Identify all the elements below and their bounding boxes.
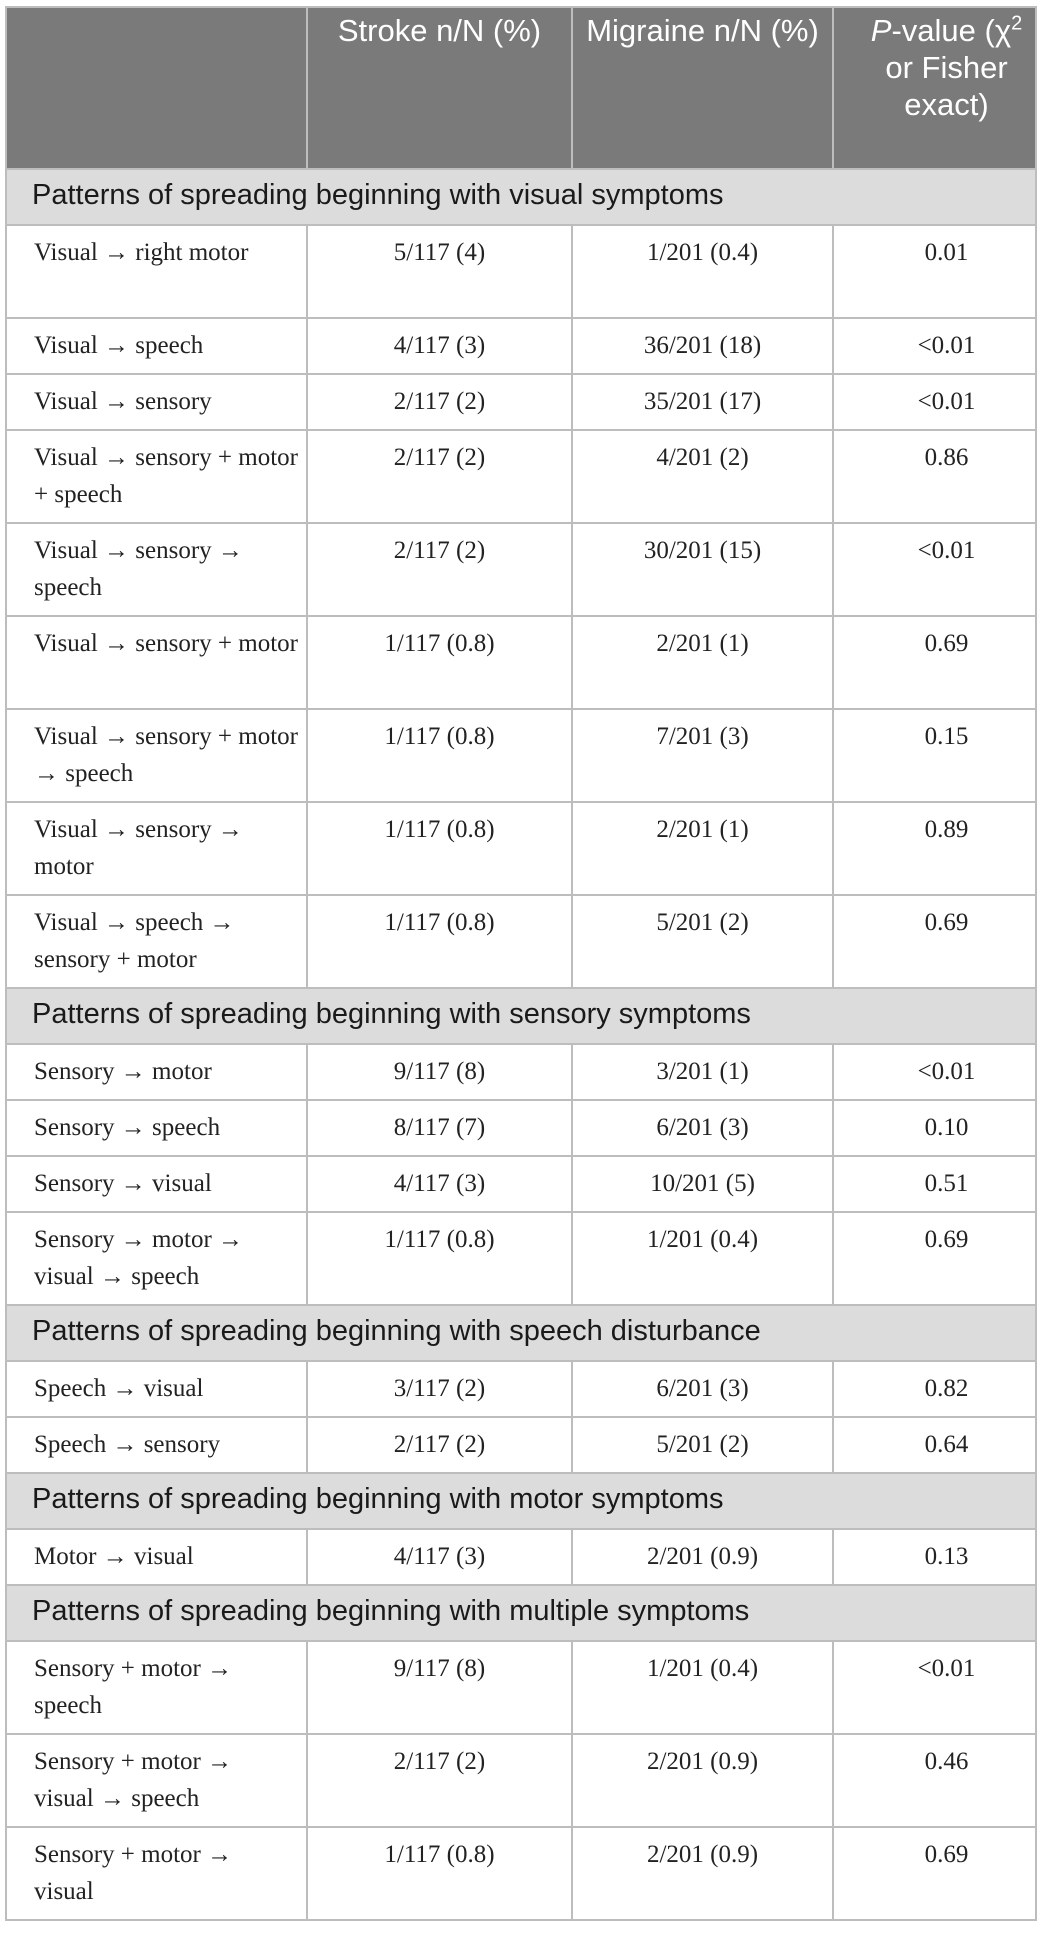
table-row	[6, 430, 1036, 523]
pattern-cell: Speech → visual	[6, 1361, 307, 1417]
table-row	[6, 225, 1036, 318]
header-migraine-cell: Migraine n/N (%)	[572, 7, 833, 169]
p-value-cell: 0.69	[833, 616, 1036, 709]
migraine-cell: 2/201 (0.9)	[572, 1529, 833, 1585]
group-title: Patterns of spreading beginning with speech disturbance	[6, 1305, 1036, 1361]
table-header	[6, 7, 1036, 169]
p-value-cell: 0.69	[833, 1212, 1036, 1305]
group-row	[6, 988, 1036, 1044]
stroke-cell: 2/117 (2)	[307, 523, 572, 616]
migraine-cell: 2/201 (0.9)	[572, 1827, 833, 1920]
p-value-cell: 0.46	[833, 1734, 1036, 1827]
stroke-cell: 2/117 (2)	[307, 430, 572, 523]
pattern-cell: Visual → sensory → motor	[6, 802, 307, 895]
p-value-cell: <0.01	[833, 523, 1036, 616]
p-value-cell: 0.51	[833, 1156, 1036, 1212]
table-row	[6, 802, 1036, 895]
pattern-cell: Visual → speech	[6, 318, 307, 374]
migraine-cell: 5/201 (2)	[572, 895, 833, 988]
migraine-cell: 2/201 (0.9)	[572, 1734, 833, 1827]
stroke-cell: 1/117 (0.8)	[307, 709, 572, 802]
group-row	[6, 1473, 1036, 1529]
table-row	[6, 1156, 1036, 1212]
p-value-cell: 0.69	[833, 1827, 1036, 1920]
pattern-cell: Sensory → visual	[6, 1156, 307, 1212]
stroke-cell: 1/117 (0.8)	[307, 1827, 572, 1920]
table-row	[6, 616, 1036, 709]
pattern-cell: Sensory + motor → speech	[6, 1641, 307, 1734]
table-row	[6, 895, 1036, 988]
pattern-cell: Sensory → speech	[6, 1100, 307, 1156]
stroke-cell: 1/117 (0.8)	[307, 1212, 572, 1305]
p-value-cell: 0.01	[833, 225, 1036, 318]
table-row	[6, 1641, 1036, 1734]
stroke-cell: 5/117 (4)	[307, 225, 572, 318]
pattern-cell: Speech → sensory	[6, 1417, 307, 1473]
p-value-label: -value (χ	[891, 13, 1012, 48]
p-value-cell: <0.01	[833, 318, 1036, 374]
stroke-cell: 9/117 (8)	[307, 1641, 572, 1734]
stroke-cell: 4/117 (3)	[307, 318, 572, 374]
stroke-cell: 2/117 (2)	[307, 1734, 572, 1827]
table-row	[6, 523, 1036, 616]
pattern-cell: Visual → sensory + motor	[6, 616, 307, 709]
stroke-cell: 1/117 (0.8)	[307, 802, 572, 895]
table-row	[6, 1529, 1036, 1585]
group-row	[6, 1585, 1036, 1641]
group-title: Patterns of spreading beginning with multiple symptoms	[6, 1585, 1036, 1641]
migraine-cell: 3/201 (1)	[572, 1044, 833, 1100]
table-row	[6, 1734, 1036, 1827]
p-italic-label: P	[870, 13, 892, 48]
p-value-cell: 0.15	[833, 709, 1036, 802]
pattern-cell: Visual → sensory + motor + speech	[6, 430, 307, 523]
pattern-cell: Visual → speech → sensory + motor	[6, 895, 307, 988]
table-row	[6, 1827, 1036, 1920]
migraine-cell: 30/201 (15)	[572, 523, 833, 616]
migraine-cell: 1/201 (0.4)	[572, 1212, 833, 1305]
p-value-cell: 0.13	[833, 1529, 1036, 1585]
group-title: Patterns of spreading beginning with sensory symptoms	[6, 988, 1036, 1044]
group-row	[6, 1305, 1036, 1361]
stroke-cell: 9/117 (8)	[307, 1044, 572, 1100]
p-value-cell: <0.01	[833, 1641, 1036, 1734]
pattern-cell: Motor → visual	[6, 1529, 307, 1585]
migraine-cell: 5/201 (2)	[572, 1417, 833, 1473]
group-title: Patterns of spreading beginning with motor symptoms	[6, 1473, 1036, 1529]
migraine-cell: 6/201 (3)	[572, 1361, 833, 1417]
table-row	[6, 1100, 1036, 1156]
p-value-cell: 0.89	[833, 802, 1036, 895]
pattern-cell: Visual → sensory + motor → speech	[6, 709, 307, 802]
table-row	[6, 1417, 1036, 1473]
table-body	[6, 169, 1036, 1920]
migraine-cell: 10/201 (5)	[572, 1156, 833, 1212]
migraine-cell: 7/201 (3)	[572, 709, 833, 802]
header-stroke-cell: Stroke n/N (%)	[307, 7, 572, 169]
table-row	[6, 318, 1036, 374]
migraine-cell: 35/201 (17)	[572, 374, 833, 430]
pattern-cell: Sensory + motor → visual → speech	[6, 1734, 307, 1827]
table-row	[6, 1044, 1036, 1100]
group-title: Patterns of spreading beginning with visual symptoms	[6, 169, 1036, 225]
migraine-cell: 1/201 (0.4)	[572, 225, 833, 318]
p-value-cell: <0.01	[833, 374, 1036, 430]
stroke-cell: 2/117 (2)	[307, 374, 572, 430]
table-row	[6, 374, 1036, 430]
pattern-cell: Visual → sensory	[6, 374, 307, 430]
chi-squared-superscript: 2	[1011, 12, 1023, 35]
migraine-cell: 4/201 (2)	[572, 430, 833, 523]
table-row	[6, 709, 1036, 802]
p-value-cell: <0.01	[833, 1044, 1036, 1100]
p-value-cell: 0.86	[833, 430, 1036, 523]
stroke-cell: 4/117 (3)	[307, 1529, 572, 1585]
group-row	[6, 169, 1036, 225]
table-row	[6, 1361, 1036, 1417]
header-pattern-cell	[6, 7, 307, 169]
pattern-cell: Sensory → motor → visual → speech	[6, 1212, 307, 1305]
p-value-cell: 0.64	[833, 1417, 1036, 1473]
stroke-cell: 8/117 (7)	[307, 1100, 572, 1156]
header-p-value-cell	[833, 7, 1036, 169]
migraine-cell: 1/201 (0.4)	[572, 1641, 833, 1734]
stroke-cell: 2/117 (2)	[307, 1417, 572, 1473]
p-test-label: or Fisher exact)	[885, 50, 1008, 122]
migraine-cell: 2/201 (1)	[572, 616, 833, 709]
p-value-cell: 0.10	[833, 1100, 1036, 1156]
stroke-cell: 1/117 (0.8)	[307, 616, 572, 709]
p-value-cell: 0.82	[833, 1361, 1036, 1417]
pattern-cell: Visual → sensory → speech	[6, 523, 307, 616]
spreading-patterns-table	[5, 6, 1037, 1921]
migraine-cell: 36/201 (18)	[572, 318, 833, 374]
stroke-cell: 1/117 (0.8)	[307, 895, 572, 988]
pattern-cell: Sensory → motor	[6, 1044, 307, 1100]
table-row	[6, 1212, 1036, 1305]
pattern-cell: Visual → right motor	[6, 225, 307, 318]
migraine-cell: 6/201 (3)	[572, 1100, 833, 1156]
stroke-cell: 4/117 (3)	[307, 1156, 572, 1212]
stroke-cell: 3/117 (2)	[307, 1361, 572, 1417]
pattern-cell: Sensory + motor → visual	[6, 1827, 307, 1920]
p-value-cell: 0.69	[833, 895, 1036, 988]
migraine-cell: 2/201 (1)	[572, 802, 833, 895]
